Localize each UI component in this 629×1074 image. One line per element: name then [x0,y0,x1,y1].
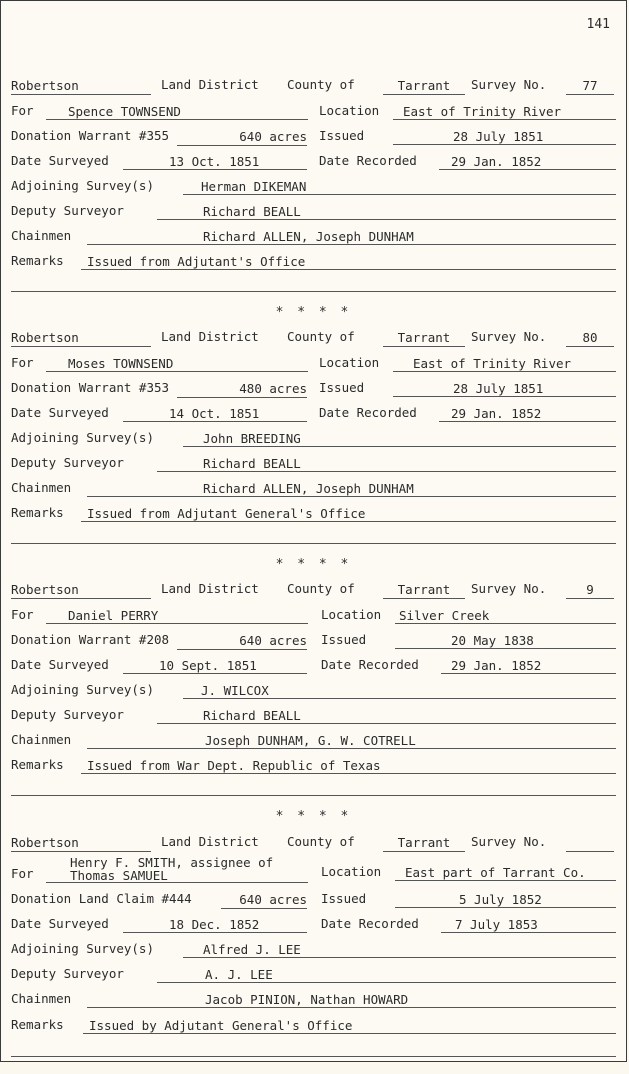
deputy-field: Richard BEALL [157,455,616,472]
label: Adjoining Survey(s) [11,430,154,445]
chainmen-field: Jacob PINION, Nathan HOWARD [87,991,616,1008]
adjoining-field: John BREEDING [183,430,616,447]
record-separator: * * * * [275,305,352,320]
acres-field: 640 acres [177,632,307,650]
location-field: Silver Creek [395,607,616,624]
label: Remarks [11,253,64,268]
survey-record [11,329,616,572]
for-field: Daniel PERRY [46,607,308,624]
label: Date Surveyed [11,657,109,672]
label: Date Recorded [321,916,419,931]
label: Survey No. [471,834,547,849]
label: Survey No. [471,581,547,596]
label: Issued [319,380,365,395]
label: Date Surveyed [11,153,109,168]
label: Survey No. [471,329,547,344]
label: Deputy Surveyor [11,966,124,981]
label: Deputy Surveyor [11,455,124,470]
label: Remarks [11,505,64,520]
label: Land District [161,77,259,92]
date-recorded-field: 29 Jan. 1852 [439,405,616,422]
chainmen-field: Richard ALLEN, Joseph DUNHAM [87,228,616,245]
label: Location [319,103,380,118]
issued-field: 28 July 1851 [393,380,616,397]
label: For [11,355,34,370]
label: Adjoining Survey(s) [11,178,154,193]
for-line-1: Henry F. SMITH, assignee of [70,855,274,870]
label: County of [287,581,355,596]
district-field: Robertson [11,77,151,95]
date-recorded-field: 29 Jan. 1852 [441,657,616,674]
label: Chainmen [11,228,72,243]
survey-no-field: 9 [566,581,614,599]
survey-no-field: 77 [566,77,614,95]
chainmen-field: Richard ALLEN, Joseph DUNHAM [87,480,616,497]
remarks-field: Issued from Adjutant General's Office [81,505,616,522]
for-line-2: Thomas SAMUEL [70,868,168,883]
adjoining-field: Herman DIKEMAN [183,178,616,195]
acres-field: 480 acres [177,380,307,398]
date-recorded-field: 7 July 1853 [441,916,616,933]
label: Remarks [11,757,64,772]
date-surveyed-field: 10 Sept. 1851 [123,657,307,674]
survey-record [11,581,616,824]
remarks-field: Issued by Adjutant General's Office [83,1017,616,1034]
county-field: Tarrant [383,329,465,347]
deputy-field: A. J. LEE [157,966,616,983]
district-field: Robertson [11,581,151,599]
date-recorded-field: 29 Jan. 1852 [439,153,616,170]
date-surveyed-field: 13 Oct. 1851 [123,153,307,170]
survey-record [11,834,616,1074]
for-field: Spence TOWNSEND [46,103,308,120]
divider [11,795,616,796]
label: Deputy Surveyor [11,707,124,722]
label: Land District [161,834,259,849]
label: Chainmen [11,991,72,1006]
label: For [11,866,34,881]
location-field: East of Trinity River [393,103,616,120]
date-surveyed-field: 18 Dec. 1852 [123,916,307,933]
county-field: Tarrant [383,77,465,95]
label: Issued [319,128,365,143]
page-number: 141 [586,17,610,32]
label: County of [287,77,355,92]
survey-record [11,77,616,320]
label: Issued [321,632,367,647]
district-field: Robertson [11,329,151,347]
donation-label: Donation Land Claim #444 [11,891,192,906]
label: Adjoining Survey(s) [11,682,154,697]
label: Land District [161,581,259,596]
label: For [11,103,34,118]
remarks-field: Issued from War Dept. Republic of Texas [81,757,616,774]
location-field: East of Trinity River [393,355,616,372]
acres-field: 640 acres [221,891,307,909]
label: Adjoining Survey(s) [11,941,154,956]
label: Location [321,607,382,622]
divider [11,1056,616,1057]
adjoining-field: J. WILCOX [183,682,616,699]
deputy-field: Richard BEALL [157,203,616,220]
label: County of [287,834,355,849]
label: Date Recorded [319,153,417,168]
label: Date Surveyed [11,405,109,420]
date-surveyed-field: 14 Oct. 1851 [123,405,307,422]
adjoining-field: Alfred J. LEE [183,941,616,958]
label: Location [321,864,382,879]
label: Location [319,355,380,370]
remarks-field: Issued from Adjutant's Office [81,253,616,270]
label: Chainmen [11,480,72,495]
donation-label: Donation Warrant #208 [11,632,170,647]
label: County of [287,329,355,344]
label: Remarks [11,1017,64,1032]
divider [11,543,616,544]
label: Chainmen [11,732,72,747]
record-separator: * * * * [275,557,352,572]
for-field [46,856,308,883]
label: Land District [161,329,259,344]
chainmen-field: Joseph DUNHAM, G. W. COTRELL [87,732,616,749]
acres-field: 640 acres [177,128,307,146]
donation-label: Donation Warrant #355 [11,128,170,143]
issued-field: 28 July 1851 [393,128,616,145]
district-field: Robertson [11,834,151,852]
county-field: Tarrant [383,834,465,852]
label: Date Surveyed [11,916,109,931]
deputy-field: Richard BEALL [157,707,616,724]
issued-field: 20 May 1838 [395,632,616,649]
donation-label: Donation Warrant #353 [11,380,170,395]
label: Date Recorded [319,405,417,420]
label: Issued [321,891,367,906]
survey-no-field: 80 [566,329,614,347]
record-separator: * * * * [275,809,352,824]
label: Date Recorded [321,657,419,672]
county-field: Tarrant [383,581,465,599]
label: Deputy Surveyor [11,203,124,218]
label: Survey No. [471,77,547,92]
for-field: Moses TOWNSEND [46,355,308,372]
label: For [11,607,34,622]
divider [11,291,616,292]
survey-no-field [566,834,614,852]
issued-field: 5 July 1852 [395,891,616,908]
location-field: East part of Tarrant Co. [395,864,616,881]
